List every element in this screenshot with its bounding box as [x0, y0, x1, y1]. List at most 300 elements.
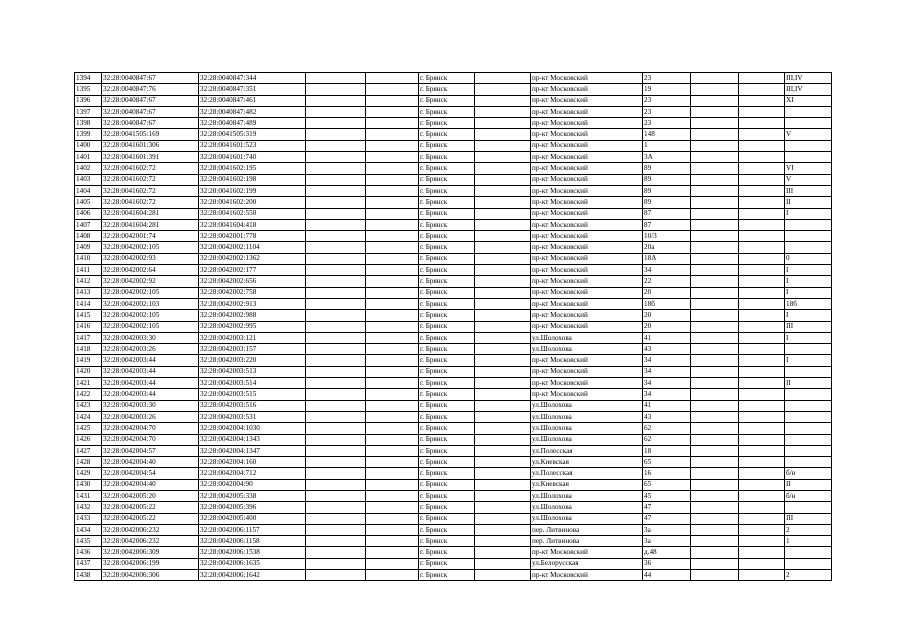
row-number-cell: 1431 [75, 490, 102, 501]
empty-col-4-cell [306, 366, 366, 377]
row-number-cell: 1437 [75, 558, 102, 569]
street-cell: ул.Шолохова [531, 490, 643, 501]
house-number-cell: 89 [643, 197, 691, 208]
cadastral-quarter-cell: 32:28:0041604:281 [102, 208, 199, 219]
empty-col-4-cell [306, 570, 366, 581]
table-row [75, 332, 832, 343]
cadastral-quarter-cell: 32:28:0041505:169 [102, 129, 199, 140]
city-cell: г. Брянск [419, 411, 475, 422]
cadastral-number-cell: 32:28:0042006:1642 [199, 570, 306, 581]
table-row [75, 152, 832, 163]
house-number-cell: 34 [643, 378, 691, 389]
house-number-cell: 19 [643, 84, 691, 95]
empty-col-7-cell [475, 84, 531, 95]
empty-col-5-cell [366, 197, 419, 208]
empty-col-7-cell [475, 197, 531, 208]
empty-col-4-cell [306, 152, 366, 163]
empty-col-7-cell [475, 242, 531, 253]
row-number-cell: 1396 [75, 95, 102, 106]
cadastral-quarter-cell: 32:28:0042004:70 [102, 423, 199, 434]
row-number-cell: 1425 [75, 423, 102, 434]
house-number-cell: 43 [643, 344, 691, 355]
cadastral-quarter-cell: 32:28:0042002:105 [102, 287, 199, 298]
empty-col-5-cell [366, 265, 419, 276]
cadastral-number-cell: 32:28:0042006:1157 [199, 524, 306, 535]
house-number-cell: 23 [643, 106, 691, 117]
empty-col-4-cell [306, 265, 366, 276]
empty-col-4-cell [306, 332, 366, 343]
cadastral-number-cell: 32:28:0040847:344 [199, 73, 306, 84]
table-row [75, 547, 832, 558]
city-cell: г. Брянск [419, 400, 475, 411]
premises-cell [785, 231, 832, 242]
table-row [75, 457, 832, 468]
empty-col-10-cell [691, 321, 739, 332]
cadastral-number-cell: 32:28:0042004:160 [199, 457, 306, 468]
street-cell: пр-кт Московский [531, 253, 643, 264]
empty-col-4-cell [306, 174, 366, 185]
row-number-cell: 1404 [75, 185, 102, 196]
house-number-cell: 89 [643, 185, 691, 196]
cadastral-number-cell: 32:28:0040847:351 [199, 84, 306, 95]
city-cell: г. Брянск [419, 570, 475, 581]
premises-cell: III,IV [785, 84, 832, 95]
street-cell: пр-кт Московский [531, 231, 643, 242]
cadastral-quarter-cell: 32:28:0042003:26 [102, 411, 199, 422]
empty-col-5-cell [366, 366, 419, 377]
street-cell: пр-кт Московский [531, 95, 643, 106]
table-row [75, 197, 832, 208]
table-row [75, 287, 832, 298]
empty-col-4-cell [306, 423, 366, 434]
cadastral-quarter-cell: 32:28:0042003:44 [102, 389, 199, 400]
cadastral-quarter-cell: 32:28:0041602:72 [102, 197, 199, 208]
street-cell: пр-кт Московский [531, 106, 643, 117]
empty-col-5-cell [366, 95, 419, 106]
empty-col-7-cell [475, 118, 531, 129]
row-number-cell: 1433 [75, 513, 102, 524]
empty-col-11-cell [739, 389, 785, 400]
premises-cell: XI [785, 95, 832, 106]
house-number-cell: 34 [643, 366, 691, 377]
city-cell: г. Брянск [419, 332, 475, 343]
house-number-cell: 65 [643, 457, 691, 468]
premises-cell: I [785, 208, 832, 219]
empty-col-5-cell [366, 400, 419, 411]
cadastral-number-cell: 32:28:0042004:90 [199, 479, 306, 490]
empty-col-7-cell [475, 332, 531, 343]
house-number-cell: 62 [643, 423, 691, 434]
cadastral-quarter-cell: 32:28:0042004:40 [102, 479, 199, 490]
city-cell: г. Брянск [419, 253, 475, 264]
cadastral-quarter-cell: 32:28:0042003:30 [102, 400, 199, 411]
row-number-cell: 1421 [75, 378, 102, 389]
empty-col-4-cell [306, 129, 366, 140]
empty-col-7-cell [475, 310, 531, 321]
house-number-cell: 23 [643, 73, 691, 84]
street-cell: пр-кт Московский [531, 298, 643, 309]
premises-cell: I [785, 332, 832, 343]
empty-col-11-cell [739, 332, 785, 343]
empty-col-11-cell [739, 287, 785, 298]
premises-cell: I [785, 310, 832, 321]
cadastral-quarter-cell: 32:28:0042002:93 [102, 253, 199, 264]
house-number-cell: 16 [643, 468, 691, 479]
table-row [75, 468, 832, 479]
empty-col-4-cell [306, 479, 366, 490]
empty-col-11-cell [739, 457, 785, 468]
city-cell: г. Брянск [419, 479, 475, 490]
row-number-cell: 1426 [75, 434, 102, 445]
empty-col-11-cell [739, 445, 785, 456]
table-row [75, 411, 832, 422]
street-cell: ул.Шолохова [531, 423, 643, 434]
empty-col-4-cell [306, 524, 366, 535]
empty-col-10-cell [691, 118, 739, 129]
empty-col-10-cell [691, 174, 739, 185]
row-number-cell: 1401 [75, 152, 102, 163]
empty-col-7-cell [475, 185, 531, 196]
empty-col-11-cell [739, 570, 785, 581]
house-number-cell: 20 [643, 321, 691, 332]
cadastral-number-cell: 32:28:0042002:1104 [199, 242, 306, 253]
cadastral-number-cell: 32:28:0042006:1635 [199, 558, 306, 569]
empty-col-7-cell [475, 298, 531, 309]
premises-cell [785, 547, 832, 558]
empty-col-10-cell [691, 411, 739, 422]
premises-cell [785, 502, 832, 513]
empty-col-7-cell [475, 253, 531, 264]
premises-cell [785, 152, 832, 163]
cadastral-number-cell: 32:28:0042004:712 [199, 468, 306, 479]
table-row [75, 558, 832, 569]
table-row [75, 163, 832, 174]
empty-col-7-cell [475, 129, 531, 140]
city-cell: г. Брянск [419, 389, 475, 400]
premises-cell: 18б [785, 298, 832, 309]
empty-col-4-cell [306, 242, 366, 253]
empty-col-5-cell [366, 253, 419, 264]
empty-col-4-cell [306, 208, 366, 219]
house-number-cell: 18А [643, 253, 691, 264]
cadastral-quarter-cell: 32:28:0042005:22 [102, 502, 199, 513]
premises-cell: II [785, 479, 832, 490]
house-number-cell: 43 [643, 411, 691, 422]
cadastral-quarter-cell: 32:28:0042006:309 [102, 547, 199, 558]
city-cell: г. Брянск [419, 163, 475, 174]
table-row [75, 174, 832, 185]
street-cell: пр-кт Московский [531, 265, 643, 276]
house-number-cell: 1 [643, 140, 691, 151]
row-number-cell: 1427 [75, 445, 102, 456]
house-number-cell: 41 [643, 332, 691, 343]
premises-cell: 1 [785, 536, 832, 547]
empty-col-10-cell [691, 434, 739, 445]
empty-col-4-cell [306, 95, 366, 106]
row-number-cell: 1434 [75, 524, 102, 535]
empty-col-10-cell [691, 423, 739, 434]
city-cell: г. Брянск [419, 129, 475, 140]
empty-col-5-cell [366, 298, 419, 309]
empty-col-5-cell [366, 219, 419, 230]
premises-cell: I [785, 265, 832, 276]
house-number-cell: 20 [643, 287, 691, 298]
city-cell: г. Брянск [419, 298, 475, 309]
empty-col-11-cell [739, 129, 785, 140]
empty-col-10-cell [691, 468, 739, 479]
premises-cell [785, 344, 832, 355]
empty-col-7-cell [475, 457, 531, 468]
empty-col-10-cell [691, 445, 739, 456]
street-cell: ул.Шолохова [531, 400, 643, 411]
street-cell: пр-кт Московский [531, 366, 643, 377]
cadastral-quarter-cell: 32:28:0042002:105 [102, 321, 199, 332]
premises-cell [785, 389, 832, 400]
premises-cell: II [785, 378, 832, 389]
cadastral-number-cell: 32:28:0042004:1347 [199, 445, 306, 456]
empty-col-4-cell [306, 378, 366, 389]
table-row [75, 536, 832, 547]
premises-cell [785, 106, 832, 117]
empty-col-11-cell [739, 536, 785, 547]
cadastral-number-cell: 32:28:0042003:515 [199, 389, 306, 400]
cadastral-quarter-cell: 32:28:0042002:92 [102, 276, 199, 287]
empty-col-10-cell [691, 276, 739, 287]
cadastral-number-cell: 32:28:0041604:418 [199, 219, 306, 230]
table-row [75, 389, 832, 400]
empty-col-7-cell [475, 423, 531, 434]
empty-col-11-cell [739, 355, 785, 366]
cadastral-number-cell: 32:28:0041602:199 [199, 185, 306, 196]
house-number-cell: 22 [643, 276, 691, 287]
premises-cell: V [785, 174, 832, 185]
cadastral-quarter-cell: 32:28:0042003:44 [102, 378, 199, 389]
premises-cell [785, 366, 832, 377]
premises-cell [785, 445, 832, 456]
row-number-cell: 1402 [75, 163, 102, 174]
empty-col-10-cell [691, 310, 739, 321]
empty-col-10-cell [691, 513, 739, 524]
street-cell: пр-кт Московский [531, 163, 643, 174]
street-cell: ул.Белорусская [531, 558, 643, 569]
cadastral-number-cell: 32:28:0041505:319 [199, 129, 306, 140]
empty-col-4-cell [306, 411, 366, 422]
premises-cell [785, 558, 832, 569]
premises-cell [785, 118, 832, 129]
city-cell: г. Брянск [419, 321, 475, 332]
city-cell: г. Брянск [419, 118, 475, 129]
premises-cell: III,IV [785, 73, 832, 84]
street-cell: ул.Шолохова [531, 411, 643, 422]
table-row [75, 129, 832, 140]
empty-col-7-cell [475, 570, 531, 581]
house-number-cell: 20а [643, 242, 691, 253]
row-number-cell: 1429 [75, 468, 102, 479]
house-number-cell: 34 [643, 265, 691, 276]
city-cell: г. Брянск [419, 265, 475, 276]
city-cell: г. Брянск [419, 242, 475, 253]
premises-cell [785, 219, 832, 230]
cadastral-number-cell: 32:28:0040847:461 [199, 95, 306, 106]
city-cell: г. Брянск [419, 152, 475, 163]
empty-col-5-cell [366, 129, 419, 140]
cadastral-number-cell: 32:28:0041601:740 [199, 152, 306, 163]
row-number-cell: 1400 [75, 140, 102, 151]
row-number-cell: 1394 [75, 73, 102, 84]
empty-col-7-cell [475, 174, 531, 185]
empty-col-5-cell [366, 570, 419, 581]
cadastral-number-cell: 32:28:0042006:1158 [199, 536, 306, 547]
cadastral-quarter-cell: 32:28:0042002:105 [102, 310, 199, 321]
empty-col-5-cell [366, 84, 419, 95]
empty-col-4-cell [306, 140, 366, 151]
city-cell: г. Брянск [419, 95, 475, 106]
empty-col-11-cell [739, 231, 785, 242]
empty-col-5-cell [366, 321, 419, 332]
empty-col-5-cell [366, 332, 419, 343]
empty-col-11-cell [739, 265, 785, 276]
row-number-cell: 1408 [75, 231, 102, 242]
empty-col-10-cell [691, 197, 739, 208]
street-cell: пр-кт Московский [531, 140, 643, 151]
row-number-cell: 1395 [75, 84, 102, 95]
cadastral-number-cell: 32:28:0042003:121 [199, 332, 306, 343]
city-cell: г. Брянск [419, 434, 475, 445]
empty-col-10-cell [691, 536, 739, 547]
empty-col-10-cell [691, 287, 739, 298]
empty-col-7-cell [475, 411, 531, 422]
empty-col-5-cell [366, 468, 419, 479]
empty-col-5-cell [366, 242, 419, 253]
city-cell: г. Брянск [419, 140, 475, 151]
cadastral-quarter-cell: 32:28:0041602:72 [102, 174, 199, 185]
row-number-cell: 1407 [75, 219, 102, 230]
empty-col-10-cell [691, 253, 739, 264]
house-number-cell: 23 [643, 118, 691, 129]
empty-col-7-cell [475, 208, 531, 219]
empty-col-10-cell [691, 558, 739, 569]
table-row [75, 95, 832, 106]
cadastral-number-cell: 32:28:0040847:482 [199, 106, 306, 117]
empty-col-11-cell [739, 513, 785, 524]
premises-cell: 0 [785, 253, 832, 264]
empty-col-4-cell [306, 344, 366, 355]
street-cell: ул.Киевская [531, 457, 643, 468]
city-cell: г. Брянск [419, 185, 475, 196]
table-row [75, 400, 832, 411]
cadastral-quarter-cell: 32:28:0042004:54 [102, 468, 199, 479]
cadastral-quarter-cell: 32:28:0042005:20 [102, 490, 199, 501]
table-row [75, 513, 832, 524]
empty-col-10-cell [691, 502, 739, 513]
cadastral-quarter-cell: 32:28:0042006:199 [102, 558, 199, 569]
empty-col-10-cell [691, 95, 739, 106]
cadastral-number-cell: 32:28:0042003:157 [199, 344, 306, 355]
empty-col-7-cell [475, 287, 531, 298]
empty-col-7-cell [475, 434, 531, 445]
empty-col-10-cell [691, 479, 739, 490]
empty-col-5-cell [366, 355, 419, 366]
table-row [75, 106, 832, 117]
premises-cell: V [785, 129, 832, 140]
street-cell: пр-кт Московский [531, 185, 643, 196]
premises-cell: б/н [785, 490, 832, 501]
empty-col-11-cell [739, 468, 785, 479]
table-row [75, 298, 832, 309]
cadastral-quarter-cell: 32:28:0042003:30 [102, 332, 199, 343]
empty-col-5-cell [366, 445, 419, 456]
cadastral-quarter-cell: 32:28:0042002:105 [102, 242, 199, 253]
premises-cell: I [785, 355, 832, 366]
house-number-cell: 89 [643, 163, 691, 174]
table-row [75, 344, 832, 355]
empty-col-10-cell [691, 366, 739, 377]
empty-col-10-cell [691, 140, 739, 151]
row-number-cell: 1397 [75, 106, 102, 117]
street-cell: пр-кт Московский [531, 118, 643, 129]
empty-col-7-cell [475, 366, 531, 377]
empty-col-4-cell [306, 287, 366, 298]
cadastral-number-cell: 32:28:0041602:198 [199, 174, 306, 185]
empty-col-10-cell [691, 84, 739, 95]
empty-col-5-cell [366, 423, 419, 434]
table-row [75, 570, 832, 581]
empty-col-4-cell [306, 185, 366, 196]
cadastral-number-cell: 32:28:0042005:400 [199, 513, 306, 524]
table-row [75, 253, 832, 264]
empty-col-7-cell [475, 344, 531, 355]
row-number-cell: 1419 [75, 355, 102, 366]
empty-col-11-cell [739, 118, 785, 129]
empty-col-10-cell [691, 355, 739, 366]
row-number-cell: 1420 [75, 366, 102, 377]
cadastral-number-cell: 32:28:0041602:550 [199, 208, 306, 219]
empty-col-4-cell [306, 490, 366, 501]
empty-col-7-cell [475, 152, 531, 163]
empty-col-10-cell [691, 219, 739, 230]
empty-col-7-cell [475, 502, 531, 513]
table-row [75, 502, 832, 513]
row-number-cell: 1438 [75, 570, 102, 581]
table-row [75, 84, 832, 95]
empty-col-11-cell [739, 140, 785, 151]
house-number-cell: 89 [643, 174, 691, 185]
empty-col-10-cell [691, 208, 739, 219]
house-number-cell: 10/3 [643, 231, 691, 242]
cadastral-number-cell: 32:28:0042002:758 [199, 287, 306, 298]
empty-col-11-cell [739, 73, 785, 84]
city-cell: г. Брянск [419, 502, 475, 513]
row-number-cell: 1410 [75, 253, 102, 264]
street-cell: пр-кт Московский [531, 389, 643, 400]
empty-col-4-cell [306, 197, 366, 208]
table-row [75, 140, 832, 151]
row-number-cell: 1414 [75, 298, 102, 309]
empty-col-10-cell [691, 265, 739, 276]
cadastral-quarter-cell: 32:28:0042006:232 [102, 536, 199, 547]
premises-cell: III [785, 185, 832, 196]
cadastral-quarter-cell: 32:28:0041602:72 [102, 163, 199, 174]
street-cell: ул.Полесская [531, 468, 643, 479]
empty-col-4-cell [306, 163, 366, 174]
empty-col-5-cell [366, 185, 419, 196]
empty-col-5-cell [366, 513, 419, 524]
empty-col-7-cell [475, 231, 531, 242]
city-cell: г. Брянск [419, 378, 475, 389]
empty-col-4-cell [306, 219, 366, 230]
row-number-cell: 1418 [75, 344, 102, 355]
premises-cell: 2 [785, 524, 832, 535]
